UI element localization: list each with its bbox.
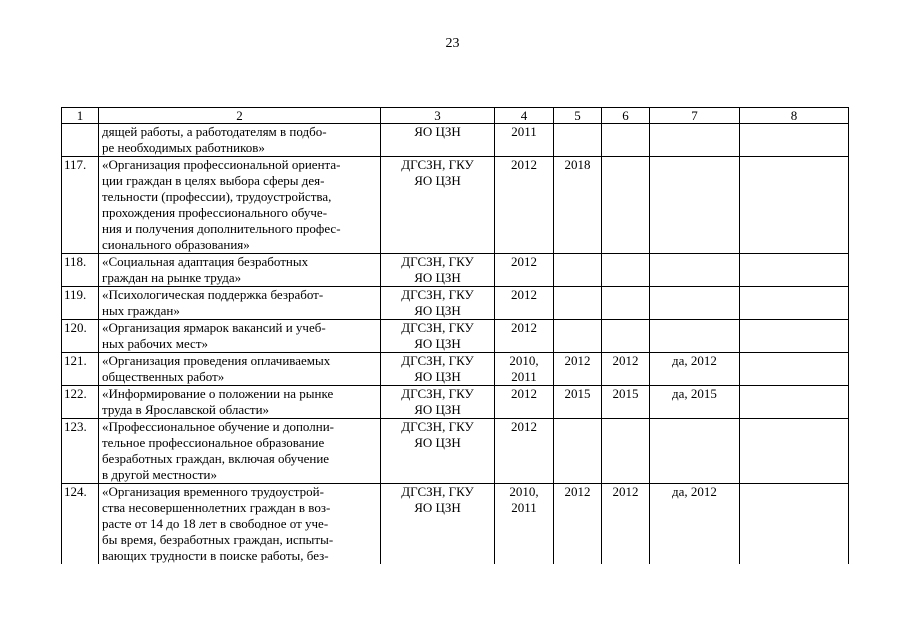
start-year-line: 2012 [511, 287, 537, 302]
status-col-7 [650, 419, 740, 484]
note-col-8 [740, 353, 849, 386]
measure-name-line: «Информирование о положении на рынке [102, 386, 334, 401]
responsible-org-line: ДГСЗН, ГКУ [401, 484, 474, 499]
note-col-8 [740, 484, 849, 565]
start-year [495, 386, 554, 419]
measure-name [99, 353, 381, 386]
start-year-line: 2010, [509, 484, 539, 499]
note-col-8 [740, 386, 849, 419]
row-number: 121. [62, 353, 99, 386]
column-header: 2 [99, 108, 381, 124]
measure-name-line: тельности (профессии), трудоустройства, [102, 189, 332, 204]
year-col-5 [554, 287, 602, 320]
table-row [62, 320, 849, 353]
table-body [62, 124, 849, 565]
start-year-line: 2012 [511, 386, 537, 401]
column-header: 3 [381, 108, 495, 124]
start-year-line: 2012 [511, 320, 537, 335]
measure-name [99, 254, 381, 287]
start-year-line: 2010, [509, 353, 539, 368]
year-col-5 [554, 320, 602, 353]
measure-name-line: труда в Ярославской области» [102, 402, 270, 417]
program-table [61, 107, 849, 564]
year-col-5: 2012 [554, 353, 602, 386]
row-number: 122. [62, 386, 99, 419]
note-col-8 [740, 287, 849, 320]
measure-name [99, 386, 381, 419]
measure-name-line: граждан на рынке труда» [102, 270, 242, 285]
status-col-7: да, 2012 [650, 353, 740, 386]
row-number: 120. [62, 320, 99, 353]
responsible-org [381, 157, 495, 254]
responsible-org-line: ДГСЗН, ГКУ [401, 353, 474, 368]
responsible-org [381, 287, 495, 320]
start-year [495, 419, 554, 484]
responsible-org-line: ДГСЗН, ГКУ [401, 287, 474, 302]
year-col-6: 2015 [602, 386, 650, 419]
measure-name [99, 320, 381, 353]
start-year [495, 254, 554, 287]
measure-name-line: «Организация временного трудоустрой- [102, 484, 324, 499]
measure-name-line: ции граждан в целях выбора сферы дея- [102, 173, 325, 188]
responsible-org-line: ДГСЗН, ГКУ [401, 419, 474, 434]
responsible-org-line: ЯО ЦЗН [414, 303, 461, 318]
year-col-5 [554, 254, 602, 287]
measure-name-line: «Социальная адаптация безработных [102, 254, 309, 269]
table-row [62, 254, 849, 287]
start-year [495, 157, 554, 254]
column-header: 6 [602, 108, 650, 124]
measure-name-line: расте от 14 до 18 лет в свободное от уче- [102, 516, 329, 531]
table-row [62, 386, 849, 419]
start-year [495, 484, 554, 565]
note-col-8 [740, 320, 849, 353]
table-row [62, 353, 849, 386]
start-year [495, 353, 554, 386]
year-col-6 [602, 287, 650, 320]
measure-name [99, 157, 381, 254]
start-year-line: 2011 [511, 500, 537, 515]
responsible-org-line: ДГСЗН, ГКУ [401, 157, 474, 172]
responsible-org-line: ЯО ЦЗН [414, 173, 461, 188]
measure-name-line: ных рабочих мест» [102, 336, 209, 351]
year-col-6 [602, 124, 650, 157]
column-header: 8 [740, 108, 849, 124]
responsible-org-line: ЯО ЦЗН [414, 402, 461, 417]
status-col-7 [650, 287, 740, 320]
responsible-org-line: ЯО ЦЗН [414, 270, 461, 285]
measure-name-line: «Психологическая поддержка безработ- [102, 287, 324, 302]
responsible-org-line: ЯО ЦЗН [414, 336, 461, 351]
responsible-org [381, 124, 495, 157]
start-year-line: 2012 [511, 254, 537, 269]
year-col-5: 2012 [554, 484, 602, 565]
table-row [62, 124, 849, 157]
measure-name-line: дящей работы, а работодателям в подбо- [102, 124, 327, 139]
year-col-5 [554, 124, 602, 157]
measure-name [99, 484, 381, 565]
row-number: 124. [62, 484, 99, 565]
table-row [62, 419, 849, 484]
responsible-org-line: ЯО ЦЗН [414, 369, 461, 384]
measure-name-line: общественных работ» [102, 369, 225, 384]
year-col-6: 2012 [602, 484, 650, 565]
measure-name-line: «Организация профессиональной ориента- [102, 157, 341, 172]
start-year [495, 320, 554, 353]
year-col-6 [602, 157, 650, 254]
measure-name-line: прохождения профессионального обуче- [102, 205, 328, 220]
measure-name-line: ства несовершеннолетних граждан в воз- [102, 500, 331, 515]
table-row [62, 484, 849, 565]
responsible-org-line: ДГСЗН, ГКУ [401, 320, 474, 335]
row-number: 123. [62, 419, 99, 484]
measure-name-line: ния и получения дополнительного профес- [102, 221, 341, 236]
measure-name [99, 287, 381, 320]
responsible-org [381, 484, 495, 565]
measure-name [99, 124, 381, 157]
year-col-6: 2012 [602, 353, 650, 386]
measure-name-line: «Организация ярмарок вакансий и учеб- [102, 320, 326, 335]
measure-name-line: бы время, безработных граждан, испыты- [102, 532, 334, 547]
note-col-8 [740, 157, 849, 254]
measure-name-line: тельное профессиональное образование [102, 435, 325, 450]
start-year-line: 2012 [511, 157, 537, 172]
responsible-org-line: ЯО ЦЗН [414, 500, 461, 515]
responsible-org [381, 419, 495, 484]
year-col-6 [602, 254, 650, 287]
start-year [495, 124, 554, 157]
measure-name-line: «Профессиональное обучение и дополни- [102, 419, 334, 434]
responsible-org [381, 353, 495, 386]
year-col-6 [602, 419, 650, 484]
year-col-5: 2015 [554, 386, 602, 419]
start-year [495, 287, 554, 320]
table-header-row [62, 108, 849, 124]
measure-name [99, 419, 381, 484]
measure-name-line: безработных граждан, включая обучение [102, 451, 330, 466]
column-header: 5 [554, 108, 602, 124]
note-col-8 [740, 124, 849, 157]
status-col-7 [650, 157, 740, 254]
responsible-org-line: ДГСЗН, ГКУ [401, 254, 474, 269]
row-number [62, 124, 99, 157]
start-year-line: 2012 [511, 419, 537, 434]
measure-name-line: сионального образования» [102, 237, 250, 252]
year-col-5: 2018 [554, 157, 602, 254]
status-col-7 [650, 320, 740, 353]
status-col-7: да, 2015 [650, 386, 740, 419]
year-col-5 [554, 419, 602, 484]
responsible-org-line: ЯО ЦЗН [414, 435, 461, 450]
status-col-7 [650, 254, 740, 287]
table-row [62, 287, 849, 320]
column-header: 1 [62, 108, 99, 124]
status-col-7 [650, 124, 740, 157]
row-number: 118. [62, 254, 99, 287]
measure-name-line: в другой местности» [102, 467, 218, 482]
responsible-org [381, 386, 495, 419]
measure-name-line: «Организация проведения оплачиваемых [102, 353, 331, 368]
note-col-8 [740, 419, 849, 484]
responsible-org [381, 254, 495, 287]
responsible-org-line: ЯО ЦЗН [414, 124, 461, 139]
measure-name-line: вающих трудности в поиске работы, без- [102, 548, 329, 563]
start-year-line: 2011 [511, 124, 537, 139]
table-row [62, 157, 849, 254]
responsible-org [381, 320, 495, 353]
year-col-6 [602, 320, 650, 353]
row-number: 117. [62, 157, 99, 254]
note-col-8 [740, 254, 849, 287]
column-header: 4 [495, 108, 554, 124]
page-number: 23 [445, 36, 460, 51]
column-header: 7 [650, 108, 740, 124]
status-col-7: да, 2012 [650, 484, 740, 565]
row-number: 119. [62, 287, 99, 320]
responsible-org-line: ДГСЗН, ГКУ [401, 386, 474, 401]
measure-name-line: ре необходимых работников» [102, 140, 265, 155]
measure-name-line: ных граждан» [102, 303, 180, 318]
start-year-line: 2011 [511, 369, 537, 384]
